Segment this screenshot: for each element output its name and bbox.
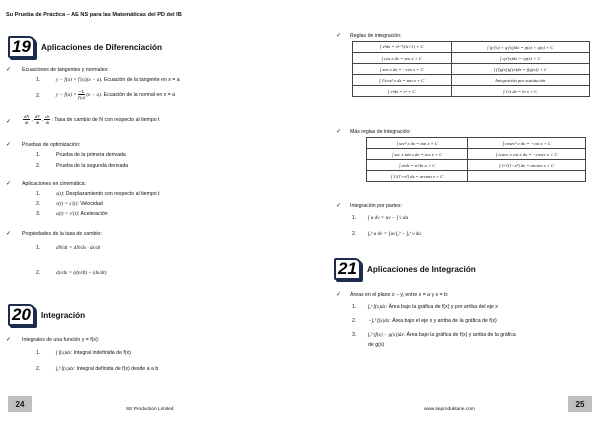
item-number: 2. [36, 201, 41, 207]
chain-rule-property: dN/dt = dN/dx · dx/dt [56, 245, 101, 251]
normal-equation [56, 89, 175, 100]
item-number: 2. [36, 93, 41, 99]
footer-company: SE Production Limited [126, 407, 174, 412]
parts-heading: Integración por partes: [350, 203, 402, 209]
parts-formula-1: ∫ u dv = uv − ∫ v du [368, 215, 409, 221]
more-rules-heading: Más reglas de integración: [350, 129, 411, 135]
section-20-badge: 20 [8, 304, 35, 326]
item-number: 1. [352, 215, 357, 221]
page-number-left: 24 [8, 396, 32, 412]
more-rule-row [367, 149, 586, 160]
more-rule-cell: ∫ 1/(1+x²) dx = arctan x + C [367, 171, 468, 182]
velocity-formula: v(t) = s′(t) [56, 201, 78, 207]
footer-website: www.seproduktane.com [424, 407, 475, 412]
rule-row [353, 64, 590, 75]
normal-formula-left: y − f(a) = [56, 91, 77, 98]
normal-description: . Ecuación de la normal en x = a [100, 91, 176, 98]
more-rule-cell: ∫ sec x tan x dx = sec x + C [367, 149, 468, 160]
check-icon: ✓ [6, 181, 12, 187]
frac-bottom: dt [45, 120, 50, 125]
rate-description: : Tasa de cambio de N con respecto al tiempo t [51, 116, 160, 123]
item-number: 3. [352, 332, 357, 338]
rate-frac-v [34, 114, 41, 125]
displacement [56, 191, 160, 197]
check-icon: ✓ [336, 129, 342, 135]
section-21-badge: 21 [334, 258, 361, 280]
tangent-formula: y − f(a) = f′(a)(x − a) [56, 77, 102, 83]
check-icon: ✓ [6, 67, 12, 73]
rule-cell: ∫ cos x dx = sen x + C [353, 53, 452, 64]
more-rule-cell [468, 171, 586, 182]
velocity [56, 201, 103, 207]
item-number: 2. [36, 270, 41, 276]
displacement-description: : Desplazamiento con respecto al tiempo t [62, 191, 160, 197]
section-19-title: Aplicaciones de Diferenciación [41, 42, 163, 52]
item-number: 1. [36, 191, 41, 197]
item-number: 2. [36, 366, 41, 372]
optimization-heading: Pruebas de optimización: [22, 142, 81, 148]
rate-of-change: $\frac{dN}{dt}$ , $\frac{dV}{dt}$ , $\frac{dr}{dt}$ : Tasa de cambio de N con respecto al tiempo t [24, 114, 160, 125]
check-icon: ✓ [336, 203, 342, 209]
frac-top: dV [34, 114, 40, 119]
rate-properties-heading: Propiedades de la tasa de cambio: [22, 231, 102, 237]
rule-cell: ∫ sen x dx = −cos x + C [353, 64, 452, 75]
page-header: Su Prueba de Práctica – AE NS para las Matemáticas del PD del IB [6, 12, 182, 18]
more-rule-row [367, 171, 586, 182]
more-rule-cell: ∫ cosec² x dx = −cot x + C [468, 138, 586, 149]
rate-frac-r [44, 114, 50, 125]
integration-rules-table [352, 41, 590, 97]
rule-row [353, 75, 590, 86]
integrals-heading: Integrales de una función y = f(x): [22, 337, 100, 343]
indefinite-integral [56, 350, 131, 356]
parametric-property: dy/dx = (dy/dt) ÷ (dx/dt) [56, 270, 107, 276]
right-page [300, 0, 600, 424]
area-2-formula: −∫ₐᵇ f(x)dx [368, 318, 390, 324]
check-icon: ✓ [6, 231, 12, 237]
velocity-description: : Velocidad [77, 201, 103, 207]
integration-rules-heading: Reglas de integración: [350, 33, 402, 39]
frac-bottom: dt [35, 120, 40, 125]
rule-cell: ∫ 1/x dx = ln x + C [451, 86, 589, 97]
item-number: 1. [36, 77, 41, 83]
more-rules-table [366, 137, 586, 182]
kinematics-heading: Aplicaciones en cinemática: [22, 181, 87, 187]
item-number: 1. [352, 304, 357, 310]
area-3-formula: ∫ₐᵇ (f(x) − g(x))dx [368, 332, 404, 338]
definite-integral [56, 366, 158, 372]
more-rule-cell: ∫ sec² x dx = tan x + C [367, 138, 468, 149]
more-rule-cell: ∫ cosec x cot x dx = −cosec x + C [468, 149, 586, 160]
rule-cell: ∫ xⁿdx = xⁿ⁺¹/(n+1) + C [353, 42, 452, 53]
section-21-title: Aplicaciones de Integración [367, 264, 476, 274]
rule-cell: ∫ cp′(x)dx = cp(x) + C [451, 53, 589, 64]
indefinite-description: : Integral indefinida de f(x) [70, 350, 131, 356]
second-derivative-test: Prueba de la segunda derivada [56, 163, 129, 169]
item-number: 1. [36, 152, 41, 158]
more-rule-cell: ∫ 1/√(1−x²) dx = arcsen x + C [468, 160, 586, 171]
areas-heading: Áreas en el plano x − y, entre x = a y x = b: [350, 292, 449, 298]
check-icon: ✓ [6, 142, 12, 148]
rule-cell: Integración por sustitución [451, 75, 589, 86]
check-icon: ✓ [336, 292, 342, 298]
area-1-description: : Área bajo la gráfica de f(x) y por arriba del eje x [385, 304, 498, 310]
area-below-axis [368, 318, 497, 324]
more-rule-cell: ∫ aˣdx = aˣ/ln a + C [367, 160, 468, 171]
rule-row [353, 42, 590, 53]
check-icon: ✓ [6, 337, 12, 343]
tangent-equation [56, 77, 180, 83]
item-number: 1. [36, 245, 41, 251]
item-number: 3. [36, 211, 41, 217]
parts-formula-2: ∫ₐᵇ u dv = [uv]ₐᵇ − ∫ₐᵇ v du [368, 231, 421, 237]
normal-fraction-num: −1 [78, 89, 85, 94]
section-19-heading [8, 36, 162, 58]
area-2-description: : Área bajo el eje x y arriba de la gráfica de f(x) [389, 318, 497, 324]
rate-frac-n [23, 114, 30, 125]
area-3-description: : Área bajo la gráfica de f(x) y arriba de la gráfica [403, 332, 516, 338]
item-number: 2. [352, 318, 357, 324]
more-rule-row [367, 138, 586, 149]
acceleration [56, 211, 108, 217]
item-number: 2. [36, 163, 41, 169]
rule-cell: ∫ (p′(x) + q′(x))dx = p(x) + q(x) + C [451, 42, 589, 53]
definite-formula: ∫ₐᵇ f(x)dx [56, 366, 74, 372]
item-number: 2. [352, 231, 357, 237]
indefinite-formula: ∫ f(x)dx [56, 350, 71, 356]
section-20-heading [8, 304, 85, 326]
rule-cell: ∫ 1/cos² x dx = tan x + C [353, 75, 452, 86]
section-19-badge: 19 [8, 36, 35, 58]
acceleration-formula: a(t) = v′(t) [56, 211, 78, 217]
normal-formula-right: (x − a) [86, 91, 101, 98]
definite-description: : Integral definida de f(x) desde a a b [73, 366, 159, 372]
rule-cell: ∫ eˣdx = eˣ + C [353, 86, 452, 97]
item-number: 1. [36, 350, 41, 356]
first-derivative-test: Prueba de la primera derivada [56, 152, 126, 158]
page-number-right: 25 [568, 396, 592, 412]
normal-fraction-den: f′(a) [77, 95, 86, 100]
normal-fraction [78, 89, 86, 100]
area-3-continued: de g(x) [368, 342, 385, 348]
rule-cell: ∫ f′(g(x))g′(x)dx = f(g(x)) + C [451, 64, 589, 75]
displacement-formula: s(t) [56, 191, 63, 197]
area-between-curves [368, 332, 516, 338]
rule-row [353, 53, 590, 64]
check-icon: ✓ [6, 119, 12, 125]
rule-row [353, 86, 590, 97]
frac-bottom: dt [24, 120, 29, 125]
section-21-heading [334, 258, 476, 280]
area-above-axis [368, 304, 498, 310]
section-20-title: Integración [41, 310, 86, 320]
frac-top: dN [24, 114, 30, 119]
frac-top: dr [45, 114, 50, 119]
area-1-formula: ∫ₐᵇ f(x)dx [368, 304, 386, 310]
tangent-description: . Ecuación de la tangente en x = a [101, 77, 180, 83]
check-icon: ✓ [336, 33, 342, 39]
more-rule-row [367, 160, 586, 171]
acceleration-description: : Aceleración [77, 211, 108, 217]
tangent-heading: Ecuaciones de tangentes y normales: [22, 67, 109, 73]
